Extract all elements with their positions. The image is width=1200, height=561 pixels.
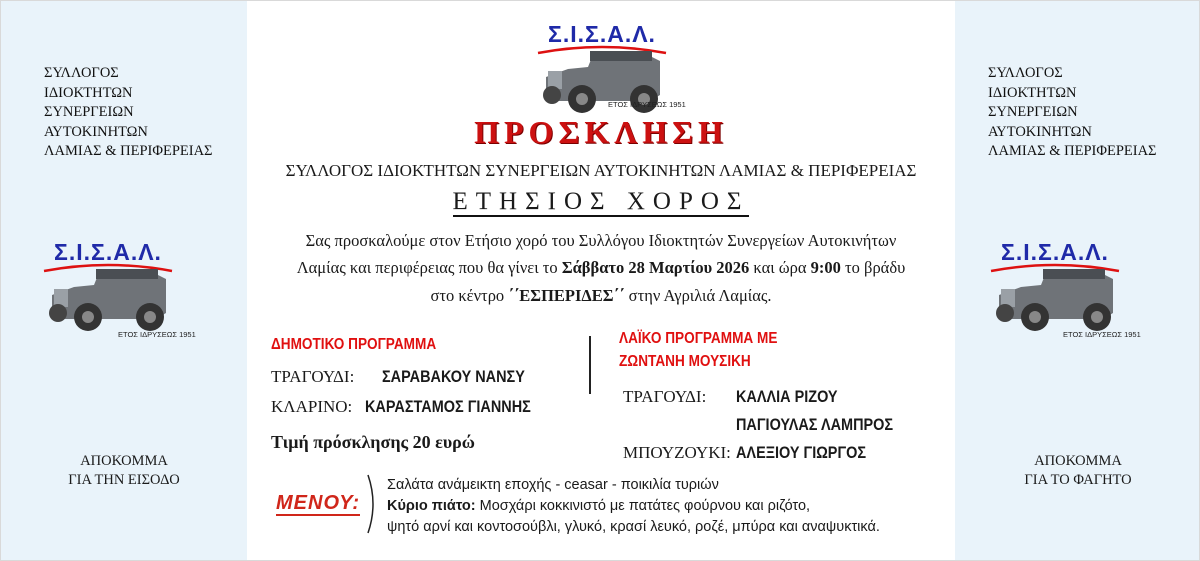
venue-name: ΄΄ΕΣΠΕΡΙΔΕΣ΄΄: [508, 286, 625, 305]
menu-line-2: [387, 498, 810, 514]
note-line: ΑΠΟΚΟΜΜΑ: [80, 453, 168, 469]
assoc-line: ΑΥΤΟΚΙΝΗΤΩΝ: [44, 123, 148, 140]
bouzouki-value: ΑΛΕΞΙΟΥ ΓΙΩΡΓΟΣ: [736, 443, 867, 462]
logo-year: ΕΤΟΣ ΙΔΡΥΣΕΩΣ 1951: [1063, 330, 1141, 339]
clarinet-label: ΚΛΑΡΙΝΟ:: [271, 397, 353, 416]
line3-post: στην Αγριλιά Λαμίας.: [624, 286, 772, 305]
folk-program-heading: ΔΗΜΟΤΙΚΟ ΠΡΟΓΡΑΜΜΑ: [271, 336, 437, 353]
menu-line-1: Σαλάτα ανάμεικτη εποχής - ceasar - ποικιλία τυριών: [387, 477, 719, 493]
menu-bracket-icon: [365, 473, 379, 535]
assoc-line: ΣΥΝΕΡΓΕΙΩΝ: [988, 104, 1078, 120]
folk-song-value: ΣΑΡΑΒΑΚΟΥ ΝΑΝΣΥ: [382, 367, 525, 386]
ticket-price: Τιμή πρόσκλησης 20 ευρώ: [271, 432, 475, 452]
assoc-line: ΣΥΛΛΟΓΟΣ: [988, 65, 1063, 81]
invitation-line-1: Σας προσκαλούμε στον Ετήσιο χορό του Συλλόγου Ιδιοκτητών Συνεργείων Αυτοκινήτων: [305, 231, 897, 250]
menu-label: [276, 492, 360, 515]
menu-line-3: ψητό αρνί και κοντοσούβλι, γλυκό, κρασί λευκό, ροζέ, μπύρα και αναψυκτικά.: [387, 519, 880, 535]
laiko-program-heading-1: ΛΑΪΚΟ ΠΡΟΓΡΑΜΜΑ ΜΕ: [619, 330, 778, 347]
association-full-name: ΣΥΛΛΟΓΟΣ ΙΔΙΟΚΤΗΤΩΝ ΣΥΝΕΡΓΕΙΩΝ ΑΥΤΟΚΙΝΗΤΩΝ ΛΑΜΙΑΣ & ΠΕΡΙΦΕΡΕΙΑΣ: [285, 161, 917, 180]
event-title-text: ΕΤΗΣΙΟΣ ΧΟΡΟΣ: [452, 188, 750, 215]
assoc-line: ΙΔΙΟΚΤΗΤΩΝ: [44, 84, 133, 101]
assoc-line: ΣΥΝΕΡΓΕΙΩΝ: [44, 104, 134, 120]
right-stub-note: [955, 452, 1200, 490]
assoc-line: ΣΥΛΛΟΓΟΣ: [44, 65, 119, 81]
assoc-line: ΛΑΜΙΑΣ & ΠΕΡΙΦΕΡΕΙΑΣ: [988, 143, 1157, 159]
laiko-program-heading-2: ΖΩΝΤΑΝΗ ΜΟΥΣΙΚΗ: [619, 353, 751, 370]
main-course-label: Κύριο πιάτο:: [387, 498, 476, 514]
event-time: 9:00: [810, 258, 841, 277]
invitation-title: ΠΡΟΣΚΛΗΣΗ: [474, 114, 728, 150]
laiko-song-value-1: ΚΑΛΛΙΑ ΡΙΖΟΥ: [736, 387, 838, 406]
assoc-line: ΛΑΜΙΑΣ & ΠΕΡΙΦΕΡΕΙΑΣ: [44, 143, 213, 159]
left-stub-note: [1, 452, 247, 490]
logo-text: Σ.Ι.Σ.Α.Λ.: [1001, 239, 1109, 265]
left-association-name: [44, 64, 213, 162]
logo-text: Σ.Ι.Σ.Α.Λ.: [548, 21, 656, 47]
invitation-line-2: [247, 255, 955, 281]
line2-pre: Λαμίας και περιφέρειας που θα γίνει το: [296, 258, 562, 277]
program-divider: [589, 336, 591, 394]
right-stub-logo: [985, 239, 1141, 339]
invitation-line-3: [247, 283, 955, 309]
vintage-car-icon: [985, 239, 1125, 339]
center-logo: [532, 21, 686, 121]
logo-year: ΕΤΟΣ ΙΔΡΥΣΕΩΣ 1951: [118, 330, 196, 339]
menu-label-text: ΜΕΝΟΥ:: [276, 492, 361, 514]
left-stub: [1, 1, 247, 561]
note-line: ΓΙΑ ΤΟ ΦΑΓΗΤΟ: [1024, 472, 1132, 488]
laiko-song-value-2: ΠΑΓΙΟΥΛΑΣ ΛΑΜΠΡΟΣ: [736, 415, 894, 434]
folk-song-label: ΤΡΑΓΟΥΔΙ:: [271, 367, 355, 386]
line2-mid: και ώρα: [749, 258, 811, 277]
line3-pre: στο κέντρο: [430, 286, 509, 305]
note-line: ΑΠΟΚΟΜΜΑ: [1034, 453, 1122, 469]
logo-year: ΕΤΟΣ ΙΔΡΥΣΕΩΣ 1951: [608, 100, 686, 109]
assoc-line: ΑΥΤΟΚΙΝΗΤΩΝ: [988, 123, 1092, 140]
laiko-song-label: ΤΡΑΓΟΥΔΙ:: [623, 387, 707, 406]
right-stub: [955, 1, 1200, 561]
event-date: Σάββατο 28 Μαρτίου 2026: [561, 258, 750, 277]
line2-post: το βράδυ: [840, 258, 906, 277]
bouzouki-label: ΜΠΟΥΖΟΥΚΙ:: [623, 443, 731, 462]
event-title: [247, 188, 955, 216]
note-line: ΓΙΑ ΤΗΝ ΕΙΣΟΔΟ: [68, 472, 180, 488]
clarinet-value: ΚΑΡΑΣΤΑΜΟΣ ΓΙΑΝΝΗΣ: [365, 397, 531, 416]
vintage-car-icon: [38, 239, 178, 339]
assoc-line: ΙΔΙΟΚΤΗΤΩΝ: [988, 84, 1077, 101]
main-course-text: Μοσχάρι κοκκινιστό με πατάτες φούρνου και ριζότο,: [475, 498, 811, 514]
logo-text: Σ.Ι.Σ.Α.Λ.: [54, 239, 162, 265]
left-stub-logo: [38, 239, 196, 339]
right-association-name: [988, 64, 1157, 162]
